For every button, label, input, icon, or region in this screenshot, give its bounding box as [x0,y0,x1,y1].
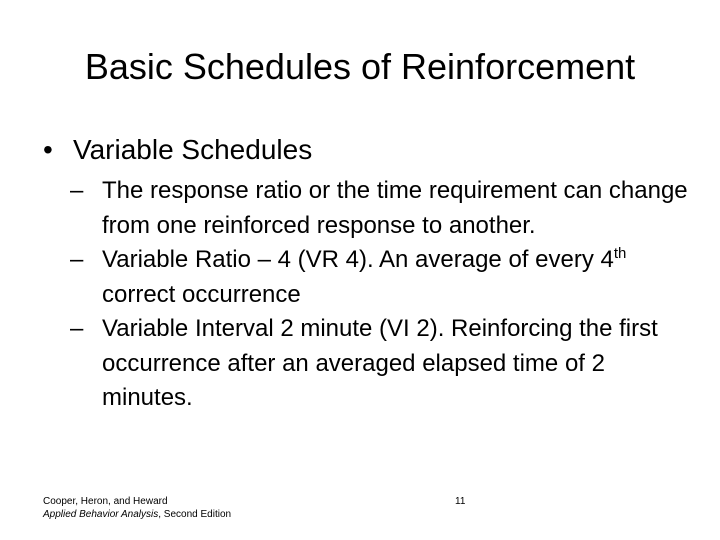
dash-marker: – [70,177,84,204]
dash-marker: – [70,315,84,342]
sub-bullet-text: Variable Interval 2 minute (VI 2). Reinforcing the first occurrence after an averaged elapsed time of 2 minutes. [102,315,658,411]
page-number: 11 [455,496,466,507]
footer-authors: Cooper, Heron, and Heward [43,496,168,507]
sub-bullet-response-ratio [70,174,690,243]
footer-book-title: Applied Behavior Analysis [43,509,159,520]
sub-bullet-text: The response ratio or the time requirement can change from one reinforced response to another. [102,177,688,239]
sub-bullet-text-continued: correct occurrence [102,280,301,308]
sub-bullet-text: Variable Ratio – 4 (VR 4). An average of every 4 [102,246,614,273]
bullet-text: Variable Schedules [73,134,313,165]
dash-marker: – [70,246,84,273]
footer-citation [43,495,231,521]
sub-bullet-variable-interval [70,312,690,416]
footer-edition: , Second Edition [158,509,232,520]
sub-bullet-variable-ratio [70,243,690,312]
sub-bullet-list [70,174,690,416]
bullet-marker: • [43,134,53,165]
bullet-variable-schedules [43,130,312,170]
slide-title: Basic Schedules of Reinforcement [84,46,636,87]
ordinal-superscript: th [613,245,627,262]
